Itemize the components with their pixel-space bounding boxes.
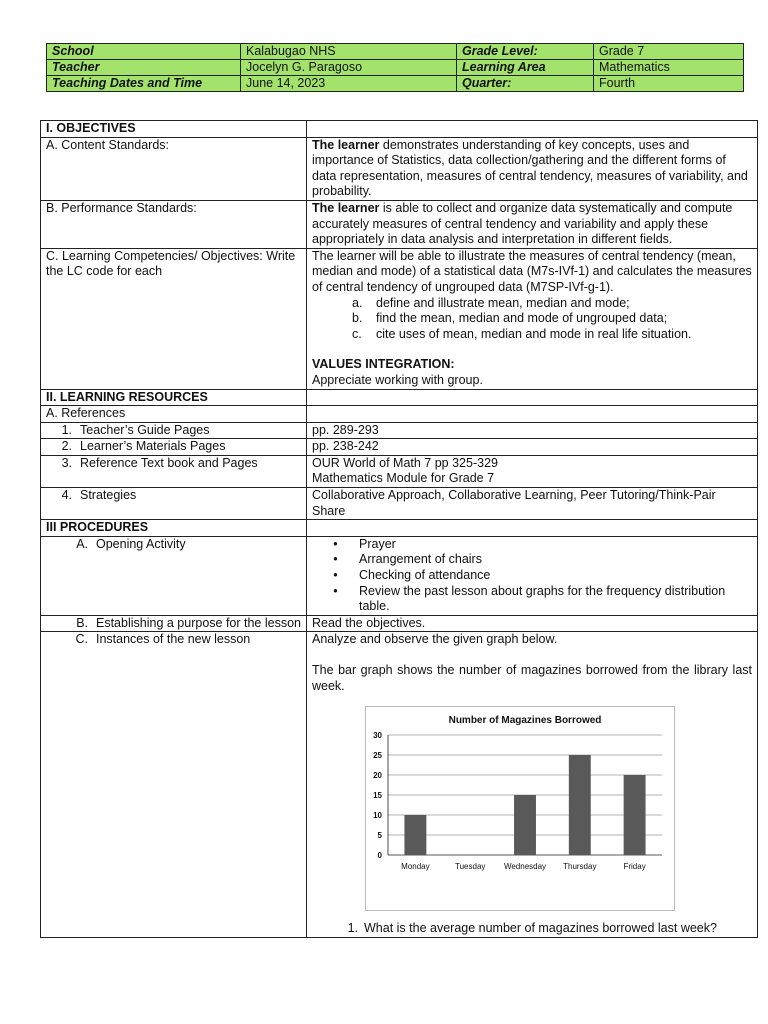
objectives-title: I. OBJECTIVES <box>41 121 307 138</box>
bar-thursday <box>569 755 591 855</box>
resource-label: Strategies <box>80 488 137 503</box>
resource-label: Reference Text book and Pages <box>80 455 258 470</box>
y-tick-label: 20 <box>373 771 382 781</box>
header-row-teacher <box>47 60 744 76</box>
bar-chart-svg <box>366 707 674 910</box>
resource-row-textbook: 3. Reference Text book and Pages OUR World of Math 7 pp 325-329 Mathematics Module for Grade 7 <box>41 455 758 487</box>
resource-label: Teacher’s Guide Pages <box>80 422 210 437</box>
opening-activity-label: Opening Activity <box>96 536 186 551</box>
content-standards-label: A. Content Standards: <box>41 137 307 200</box>
school-label: School <box>47 44 241 60</box>
bar-friday <box>624 775 646 855</box>
instances-text: Analyze and observe the given graph below. <box>312 632 558 647</box>
opening-activity-row: A. Opening Activity • Prayer • Arrangement of chairs • Checking of attendance • Review the past lesson about graphs for the frequency distribution table. <box>41 536 758 615</box>
references-row <box>41 406 758 423</box>
x-tick-label: Monday <box>401 862 430 872</box>
list-item: • Arrangement of chairs <box>333 552 482 567</box>
grade-level-label: Grade Level: <box>457 44 594 60</box>
learning-area-value: Mathematics <box>594 60 744 76</box>
procedures-header-row <box>41 520 758 537</box>
y-tick-label: 30 <box>373 731 382 741</box>
list-item: • Checking of attendance <box>333 568 491 583</box>
quarter-value: Fourth <box>594 76 744 92</box>
resource-row-tg: 1. Teacher’s Guide Pages pp. 289-293 <box>41 422 758 439</box>
y-tick-label: 5 <box>377 831 382 841</box>
resources-title: II. LEARNING RESOURCES <box>41 389 307 406</box>
resource-value: OUR World of Math 7 pp 325-329 <box>312 455 498 470</box>
y-tick-label: 10 <box>373 811 382 821</box>
objective-item: c. cite uses of mean, median and mode in real life situation. <box>352 326 692 341</box>
chart-title: Number of Magazines Borrowed <box>448 715 602 727</box>
lesson-plan-table <box>40 120 758 938</box>
competencies-label: C. Learning Competencies/ Objectives: Write the LC code for each <box>41 248 307 389</box>
y-tick-label: 0 <box>377 851 382 861</box>
instances-label: Instances of the new lesson <box>96 632 251 647</box>
purpose-label: Establishing a purpose for the lesson <box>96 615 301 630</box>
bar-chart <box>365 706 675 911</box>
teacher-value: Jocelyn G. Paragoso <box>241 60 457 76</box>
question-item: 1. What is the average number of magazines borrowed last week? <box>347 921 717 936</box>
resource-value: Collaborative Approach, Collaborative Learning, Peer Tutoring/Think-Pair Share <box>307 488 758 520</box>
performance-standards-label: B. Performance Standards: <box>41 200 307 248</box>
objective-list <box>312 296 752 343</box>
resource-value: pp. 238-242 <box>307 439 758 456</box>
x-tick-label: Thursday <box>563 862 597 872</box>
resource-row-lm: 2. Learner’s Materials Pages pp. 238-242 <box>41 439 758 456</box>
performance-standards-text: The learner is able to collect and organize data systematically and compute accurately measures of central tendency and variability and apply these appropriately in data analysis and interpretation in different fields. <box>307 200 758 248</box>
bar-wednesday <box>514 795 536 855</box>
x-tick-label: Wednesday <box>503 862 547 872</box>
competencies-text: The learner will be able to illustrate the measures of central tendency (mean, median and mode) of a statistical data (M7s-IVf-1) and calculates the measures of central tendency of ungrouped data (M7SP-IVf-g-1). <box>312 248 752 294</box>
performance-standards-row <box>41 200 758 248</box>
content-standards-text: The learner demonstrates understanding of key concepts, uses and importance of Statistics, data collection/gathering and the different forms of data representation, measures of central tendency, measures of variability, and probability. <box>307 137 758 200</box>
grade-level-value: Grade 7 <box>594 44 744 60</box>
objective-item: b. find the mean, median and mode of ungrouped data; <box>352 311 668 326</box>
resource-value: pp. 289-293 <box>307 422 758 439</box>
purpose-text: Read the objectives. <box>307 615 758 632</box>
y-tick-label: 15 <box>373 791 382 801</box>
competencies-cell <box>307 248 758 389</box>
dates-value: June 14, 2023 <box>241 76 457 92</box>
objective-item: a. define and illustrate mean, median and mode; <box>352 295 630 310</box>
procedures-title: III PROCEDURES <box>41 520 307 537</box>
instances-row: C. Instances of the new lesson Analyze and observe the given graph below. The bar graph shows the number of magazines borrowed from the library last week. Number of Magazines Borrowed 0 5 10 15 20 25 30 Monday Tuesday Wednesday Thursday Friday 1. What is the average number of magazines borrowed last week? <box>41 632 758 937</box>
teacher-label: Teacher <box>47 60 241 76</box>
x-tick-label: Tuesday <box>455 862 486 872</box>
header-row-dates <box>47 76 744 92</box>
resource-label: Learner’s Materials Pages <box>80 439 226 454</box>
list-item: • Review the past lesson about graphs for the frequency distribution table. <box>333 583 726 614</box>
instances-description: The bar graph shows the number of magazines borrowed from the library last week. <box>312 663 752 693</box>
resource-value: Mathematics Module for Grade 7 <box>312 471 495 486</box>
bar-monday <box>404 815 426 855</box>
values-integration-title: VALUES INTEGRATION: <box>312 357 455 372</box>
purpose-row: B. Establishing a purpose for the lesson Read the objectives. <box>41 615 758 632</box>
header-row-school <box>47 44 744 60</box>
references-label: A. References <box>41 406 307 423</box>
dates-label: Teaching Dates and Time <box>47 76 241 92</box>
quarter-label: Quarter: <box>457 76 594 92</box>
list-item: • Prayer <box>333 536 396 551</box>
y-tick-label: 25 <box>373 751 382 761</box>
content-standards-row <box>41 137 758 200</box>
opening-activity-list <box>312 537 752 615</box>
values-integration-text: Appreciate working with group. <box>312 372 483 387</box>
resource-row-strategies: 4. Strategies Collaborative Approach, Collaborative Learning, Peer Tutoring/Think-Pair Share <box>41 488 758 520</box>
competencies-row <box>41 248 758 389</box>
learning-area-label: Learning Area <box>457 60 594 76</box>
objectives-header-row <box>41 121 758 138</box>
resources-header-row <box>41 389 758 406</box>
school-value: Kalabugao NHS <box>241 44 457 60</box>
header-table <box>46 43 744 92</box>
x-tick-label: Friday <box>623 862 646 872</box>
